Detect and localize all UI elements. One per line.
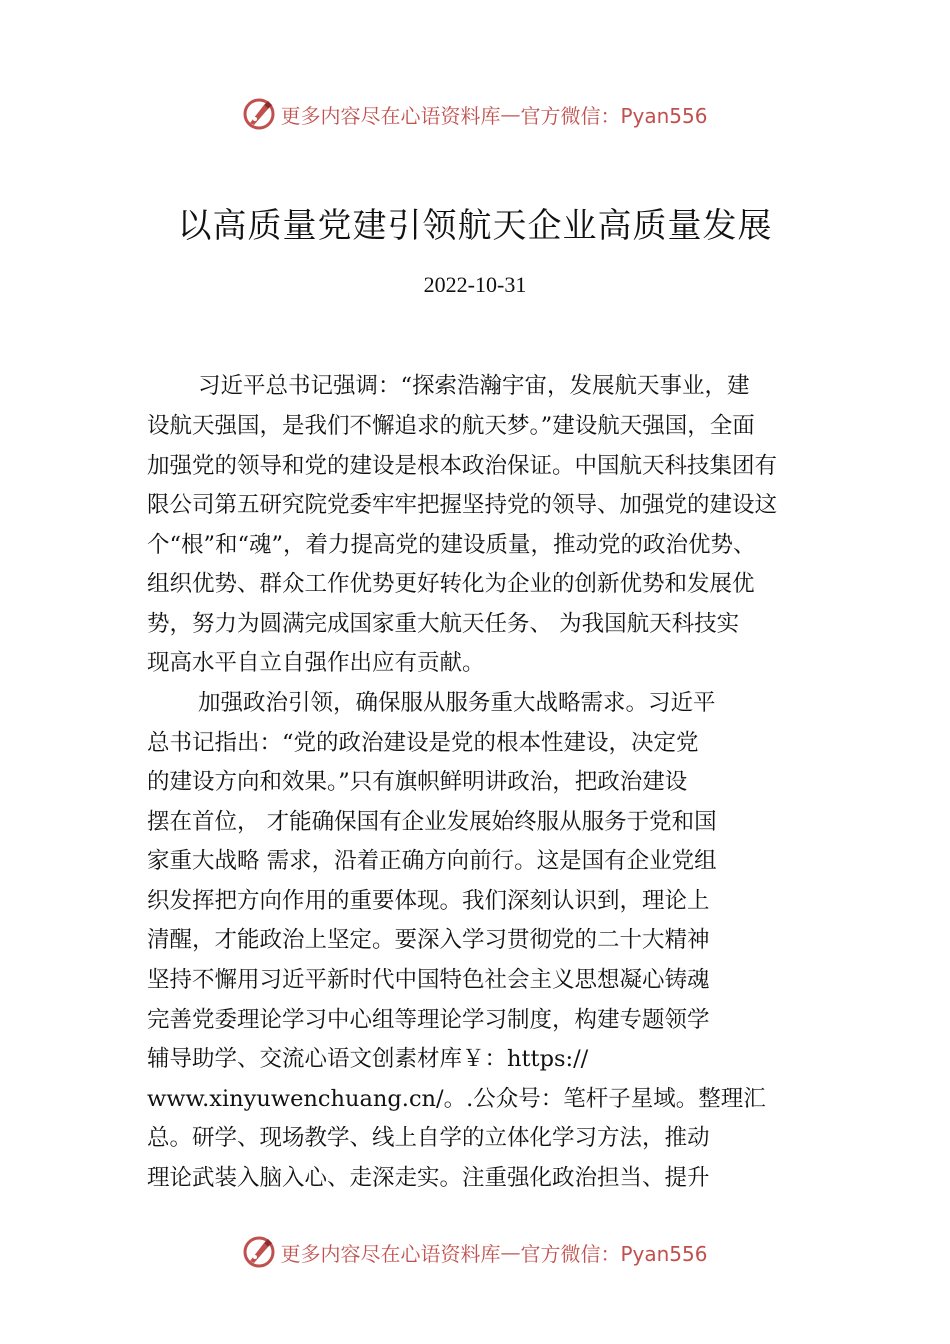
text-line: 加强党的领导和党的建设是根本政治保证。中国航天科技集团有 [147, 453, 778, 479]
article-date: 2022-10-31 [423, 272, 527, 297]
banner-brand-text: 更多内容尽在心语资料库 [280, 1241, 501, 1266]
text-line: 辅导助学、交流心语文创素材库￥：https:// [147, 1046, 589, 1072]
article-title: 以高质量党建引领航天企业高质量发展 [177, 206, 773, 246]
text-line: 个“根”和“魂”，着力提高党的建设质量，推动党的政治优势、 [147, 532, 756, 558]
text-line: 的建设方向和效果。”只有旗帜鲜明讲政治，把政治建设 [147, 769, 688, 795]
header-banner [0, 92, 950, 136]
footer-banner [0, 1230, 950, 1274]
text-line: 完善党委理论学习中心组等理论学习制度，构建专题领学 [147, 1007, 710, 1033]
text-line: 清醒，才能政治上坚定。要深入学习贯彻党的二十大精神 [147, 927, 710, 953]
pen-nib-logo-icon [242, 97, 276, 131]
text-line: 总。研学、现场教学、线上自学的立体化学习方法，推动 [147, 1125, 710, 1151]
text-line: 习近平总书记强调：“探索浩瀚宇宙，发展航天事业，建 [198, 373, 750, 399]
text-line: 加强政治引领，确保服从服务重大战略需求。习近平 [198, 690, 716, 716]
text-line: 理论武装入脑入心、走深走实。注重强化政治担当、提升 [147, 1165, 710, 1191]
text-line: 限公司第五研究院党委牢牢把握坚持党的领导、加强党的建设这 [147, 492, 778, 518]
text-line: 总书记指出：“党的政治建设是党的根本性建设，决定党 [147, 730, 699, 756]
text-line: 摆在首位， 才能确保国有企业发展始终服从服务于党和国 [147, 809, 717, 835]
text-line: 坚持不懈用习近平新时代中国特色社会主义思想凝心铸魂 [147, 967, 710, 993]
text-line: 组织优势、群众工作优势更好转化为企业的创新优势和发展优 [147, 571, 755, 597]
text-line: 势，努力为圆满完成国家重大航天任务、 为我国航天科技实 [147, 611, 740, 637]
text-line: 织发挥把方向作用的重要体现。我们深刻认识到，理论上 [147, 888, 710, 914]
banner-wechat-text: 官方微信：Pyan556 [520, 103, 708, 128]
banner-brand-text: 更多内容尽在心语资料库 [280, 103, 501, 128]
text-line: www.xinyuwenchuang.cn/。.公众号：笔杆子星域。整理汇 [147, 1086, 766, 1112]
pen-nib-logo-icon [242, 1235, 276, 1269]
text-line: 现高水平自立自强作出应有贡献。 [147, 650, 485, 676]
banner-separator: — [500, 1240, 521, 1264]
text-line: 设航天强国，是我们不懈追求的航天梦。”建设航天强国，全面 [147, 413, 755, 439]
banner-wechat-text: 官方微信：Pyan556 [520, 1241, 708, 1266]
text-line: 家重大战略 需求，沿着正确方向前行。这是国有企业党组 [147, 848, 717, 874]
banner-separator: — [500, 102, 521, 126]
